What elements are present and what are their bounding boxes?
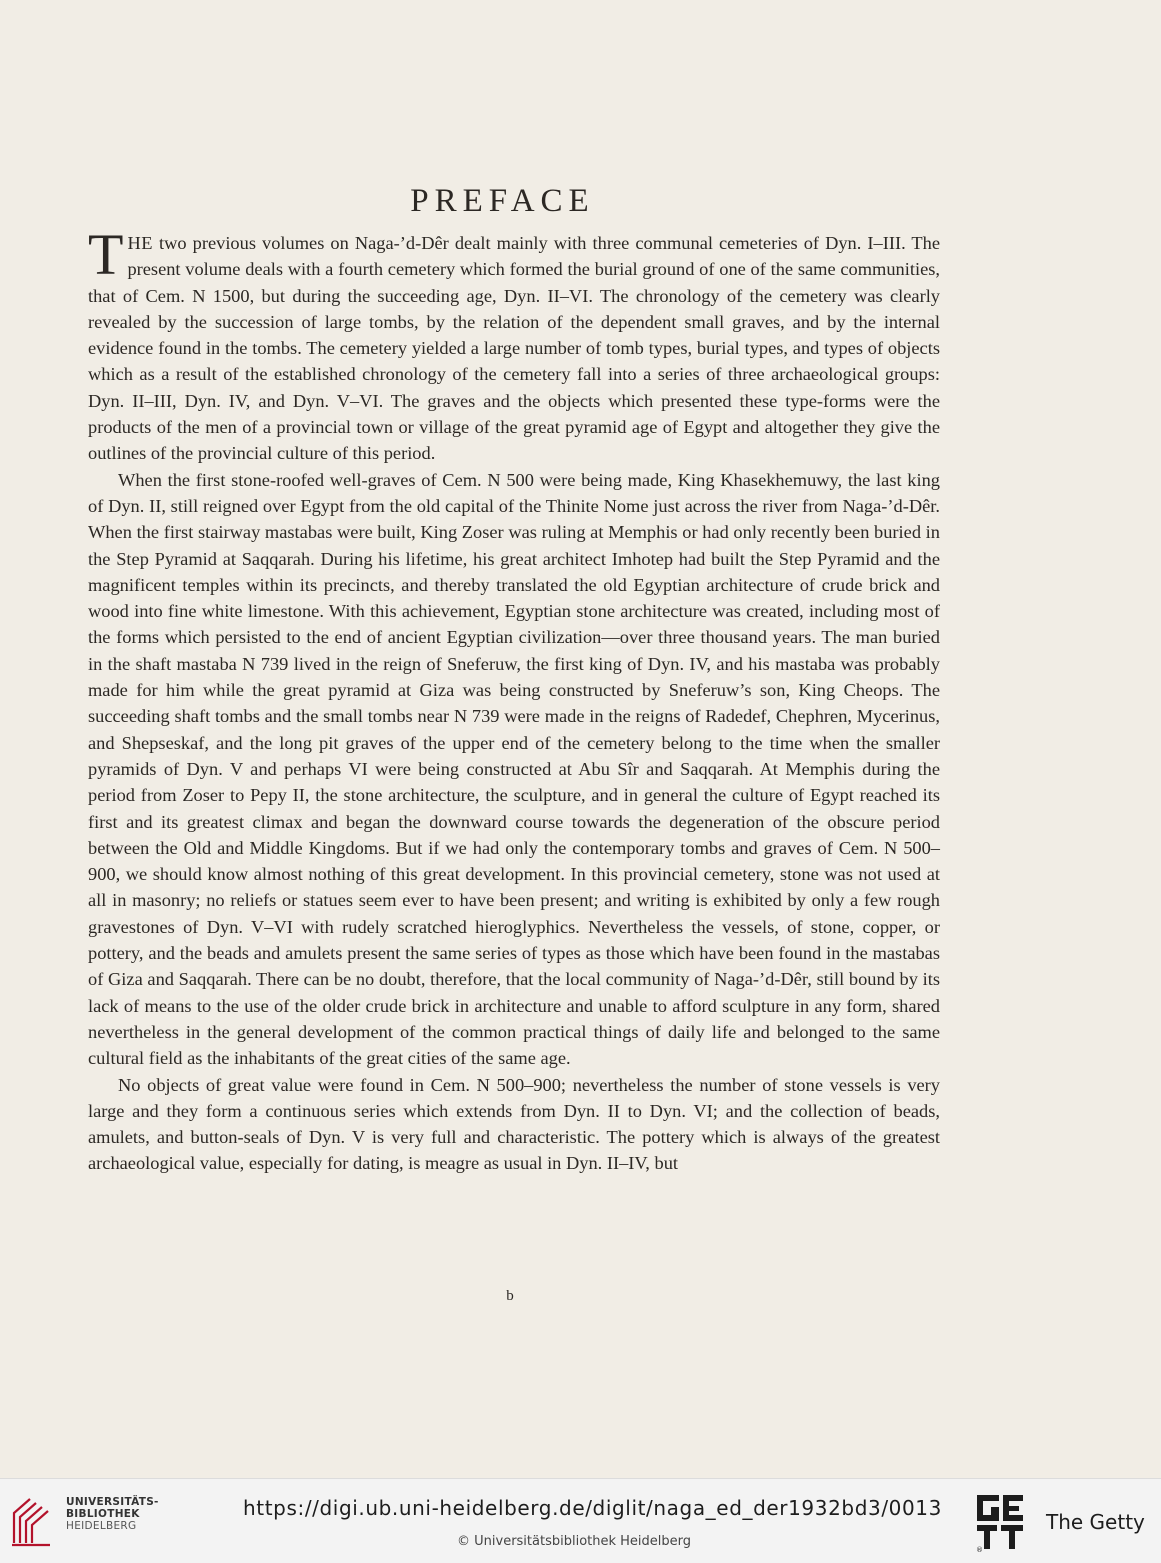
body-text <box>88 222 940 1177</box>
paragraph-1 <box>88 222 940 467</box>
permalink-url[interactable]: https://digi.ub.uni-heidelberg.de/diglit/naga_ed_der1932bd3/0013 <box>243 1496 942 1520</box>
paragraph-2: When the first stone-roofed well-graves of Cem. N 500 were being made, King Khasekhemuwy, the last king of Dyn. II, still reigned over Egypt from the old capital of the Thinite Nome just across the river from Naga-’d-Dêr. When the first stairway mastabas were built, King Zoser was ruling at Memphis or had only recently been buried in the Step Pyramid at Saqqarah. During his lifetime, his great architect Imhotep had built the Step Pyramid and the magnificent temples within its precincts, and thereby translated the old Egyptian architecture of crude brick and wood into fine white limestone. With this achievement, Egyptian stone architecture was created, including most of the forms which persisted to the end of ancient Egyptian civilization—over three thousand years. The man buried in the shaft mastaba N 739 lived in the reign of Sneferuw, the first king of Dyn. IV, and his mastaba was probably made for him while the great pyramid at Giza was being constructed by Sneferuw’s son, King Cheops. The succeeding shaft tombs and the small tombs near N 739 were made in the reigns of Radedef, Chephren, Mycerinus, and Shepseskaf, and the long pit graves of the upper end of the cemetery belong to the time when the smaller pyramids of Dyn. V and perhaps VI were being constructed at Abu Sîr and Saqqarah. At Memphis during the period from Zoser to Pepy II, the stone architecture, the sculpture, and in general the culture of Egypt reached its first and its greatest climax and began the downward course towards the degeneration of the obscure period between the Old and Middle Kingdoms. But if we had only the contemporary tombs and graves of Cem. N 500–900, we should know almost nothing of this great development. In this provincial cemetery, stone was not used at all in masonry; no reliefs or statues seem ever to have been present; and writing is exhibited by only a few rough gravestones of Dyn. V–VI with rudely scratched hieroglyphics. Nevertheless the vessels, of stone, copper, or pottery, and the beads and amulets present the same series of types as those which have been found in the mastabas of Giza and Saqqarah. There can be no doubt, therefore, that the local community of Naga-’d-Dêr, still bound by its lack of means to the use of the older crude brick in architecture and unable to afford sculpture in any form, shared nevertheless in the general development of the common practical things of daily life and belonged to the same cultural field as the inhabitants of the great cities of the same age. <box>88 469 940 1069</box>
getty-logo-icon <box>975 1493 1027 1553</box>
university-library-logo-icon <box>10 1491 60 1549</box>
library-name: UNIVERSITÄTS- BIBLIOTHEK HEIDELBERG <box>66 1496 159 1532</box>
getty-name: The Getty <box>1046 1510 1145 1534</box>
paragraph-1-text: two previous volumes on Naga-’d-Dêr dealt mainly with three communal cemeteries of Dyn. I–III. The present volume deals with a fourth cemetery which formed the burial ground of one of the same communities, that of Cem. N 1500, but during the succeeding age, Dyn. II–VI. The chronology of the cemetery was clearly revealed by the succession of large tombs, by the relation of the dependent small graves, and by the internal evidence found in the tombs. The cemetery yielded a large number of tomb types, burial types, and types of objects which as a result of the established chronology of the cemetery fall into a series of three archaeological groups: Dyn. II–III, Dyn. IV, and Dyn. V–VI. The graves and the objects which presented these type-forms were the products of the men of a provincial town or village of the great pyramid age of Egypt and altogether they give the outlines of the provincial culture of this period. <box>88 233 940 464</box>
paragraph-3: No objects of great value were found in Cem. N 500–900; nevertheless the number of stone vessels is very large and they form a continuous series which extends from Dyn. II to Dyn. VI; and the collection of beads, amulets, and button-seals of Dyn. V is very full and characteristic. The pottery which is always of the greatest archaeological value, especially for dating, is meagre as usual in Dyn. II–IV, but <box>88 1074 940 1174</box>
copyright-notice: © Universitätsbibliothek Heidelberg <box>457 1534 692 1549</box>
drop-cap: T <box>88 222 124 287</box>
page-title: PREFACE <box>410 183 595 219</box>
svg-text:®: ® <box>976 1546 983 1553</box>
viewer-footer <box>0 1478 1161 1563</box>
first-word-rest: HE <box>127 233 153 253</box>
page-signature: b <box>506 1288 514 1304</box>
